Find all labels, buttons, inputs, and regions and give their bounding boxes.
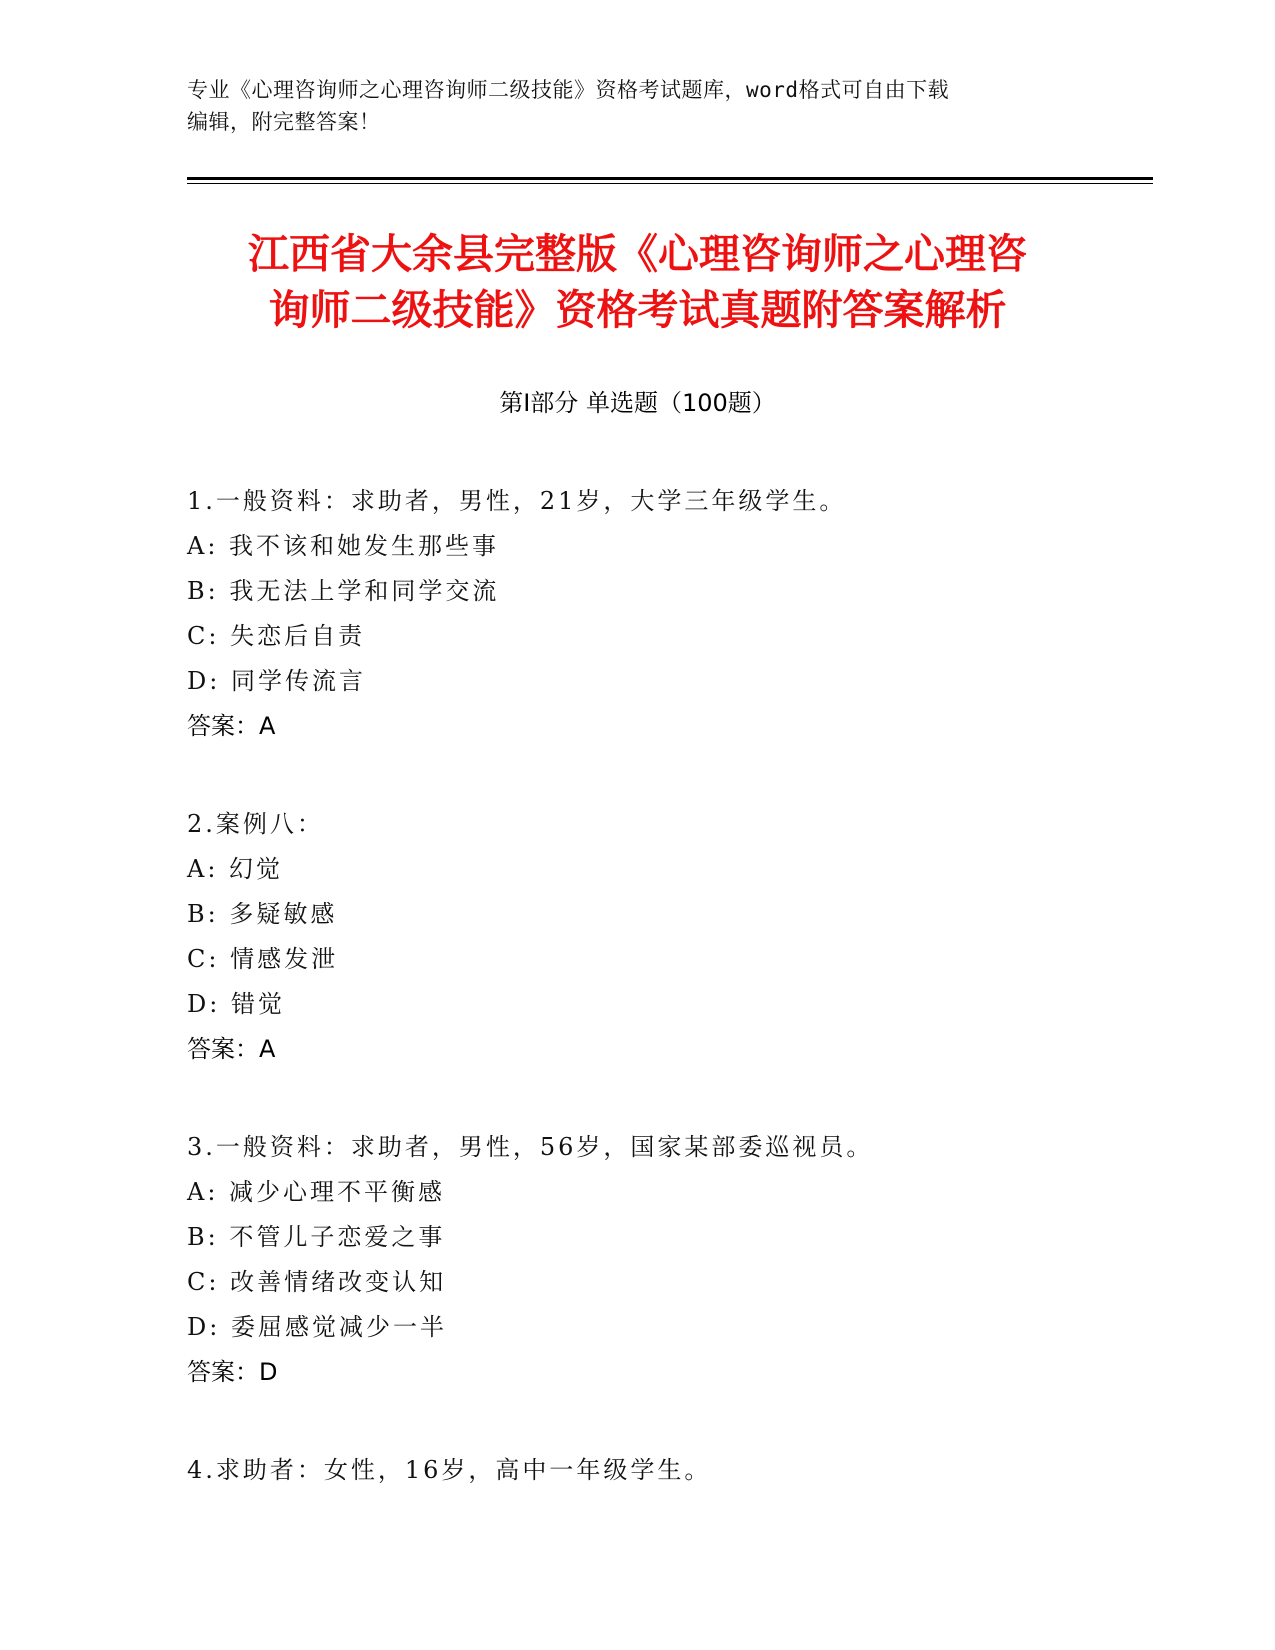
option-a: A: 幻觉 — [187, 855, 284, 883]
header-note-line-1: 专业《心理咨询师之心理咨询师二级技能》资格考试题库，word格式可自由下载 — [187, 78, 950, 102]
header-note-line-2: 编辑，附完整答案！ — [187, 110, 381, 134]
option-b: B: 不管儿子恋爱之事 — [187, 1223, 446, 1251]
question-spacer — [187, 1395, 1147, 1448]
option-d: D: 委屈感觉减少一半 — [187, 1313, 447, 1341]
question-item — [187, 1125, 1147, 1395]
header-divider-thick — [187, 177, 1153, 180]
question-item — [187, 802, 1147, 1072]
option-a: A: 减少心理不平衡感 — [187, 1178, 446, 1206]
answer-line: 答案：D — [187, 1358, 278, 1386]
answer-line: 答案：A — [187, 1035, 276, 1063]
option-c: C: 失恋后自责 — [187, 622, 366, 650]
question-list — [187, 479, 1147, 1493]
question-spacer — [187, 1072, 1147, 1125]
document-header-note — [187, 74, 1087, 138]
section-heading: 第Ⅰ部分 单选题（100题） — [499, 389, 776, 417]
option-c: C: 改善情绪改变认知 — [187, 1268, 447, 1296]
document-title-line-2: 询师二级技能》资格考试真题附答案解析 — [268, 286, 1007, 334]
question-stem: 1.一般资料：求助者，男性，21岁，大学三年级学生。 — [187, 487, 847, 515]
option-b: B: 多疑敏感 — [187, 900, 338, 928]
question-spacer — [187, 749, 1147, 802]
question-stem: 3.一般资料：求助者，男性，56岁，国家某部委巡视员。 — [187, 1133, 874, 1161]
question-stem: 4.求助者：女性，16岁，高中一年级学生。 — [187, 1456, 712, 1484]
option-a: A: 我不该和她发生那些事 — [187, 532, 500, 560]
option-c: C: 情感发泄 — [187, 945, 339, 973]
question-stem: 2.案例八： — [187, 810, 324, 838]
option-d: D: 同学传流言 — [187, 667, 366, 695]
option-d: D: 错觉 — [187, 990, 285, 1018]
document-title — [150, 226, 1125, 338]
document-title-line-1: 江西省大余县完整版《心理咨询师之心理咨 — [248, 230, 1027, 278]
question-item — [187, 479, 1147, 749]
option-b: B: 我无法上学和同学交流 — [187, 577, 500, 605]
question-item — [187, 1448, 1147, 1493]
header-divider-thin — [187, 183, 1153, 184]
answer-line: 答案：A — [187, 712, 276, 740]
